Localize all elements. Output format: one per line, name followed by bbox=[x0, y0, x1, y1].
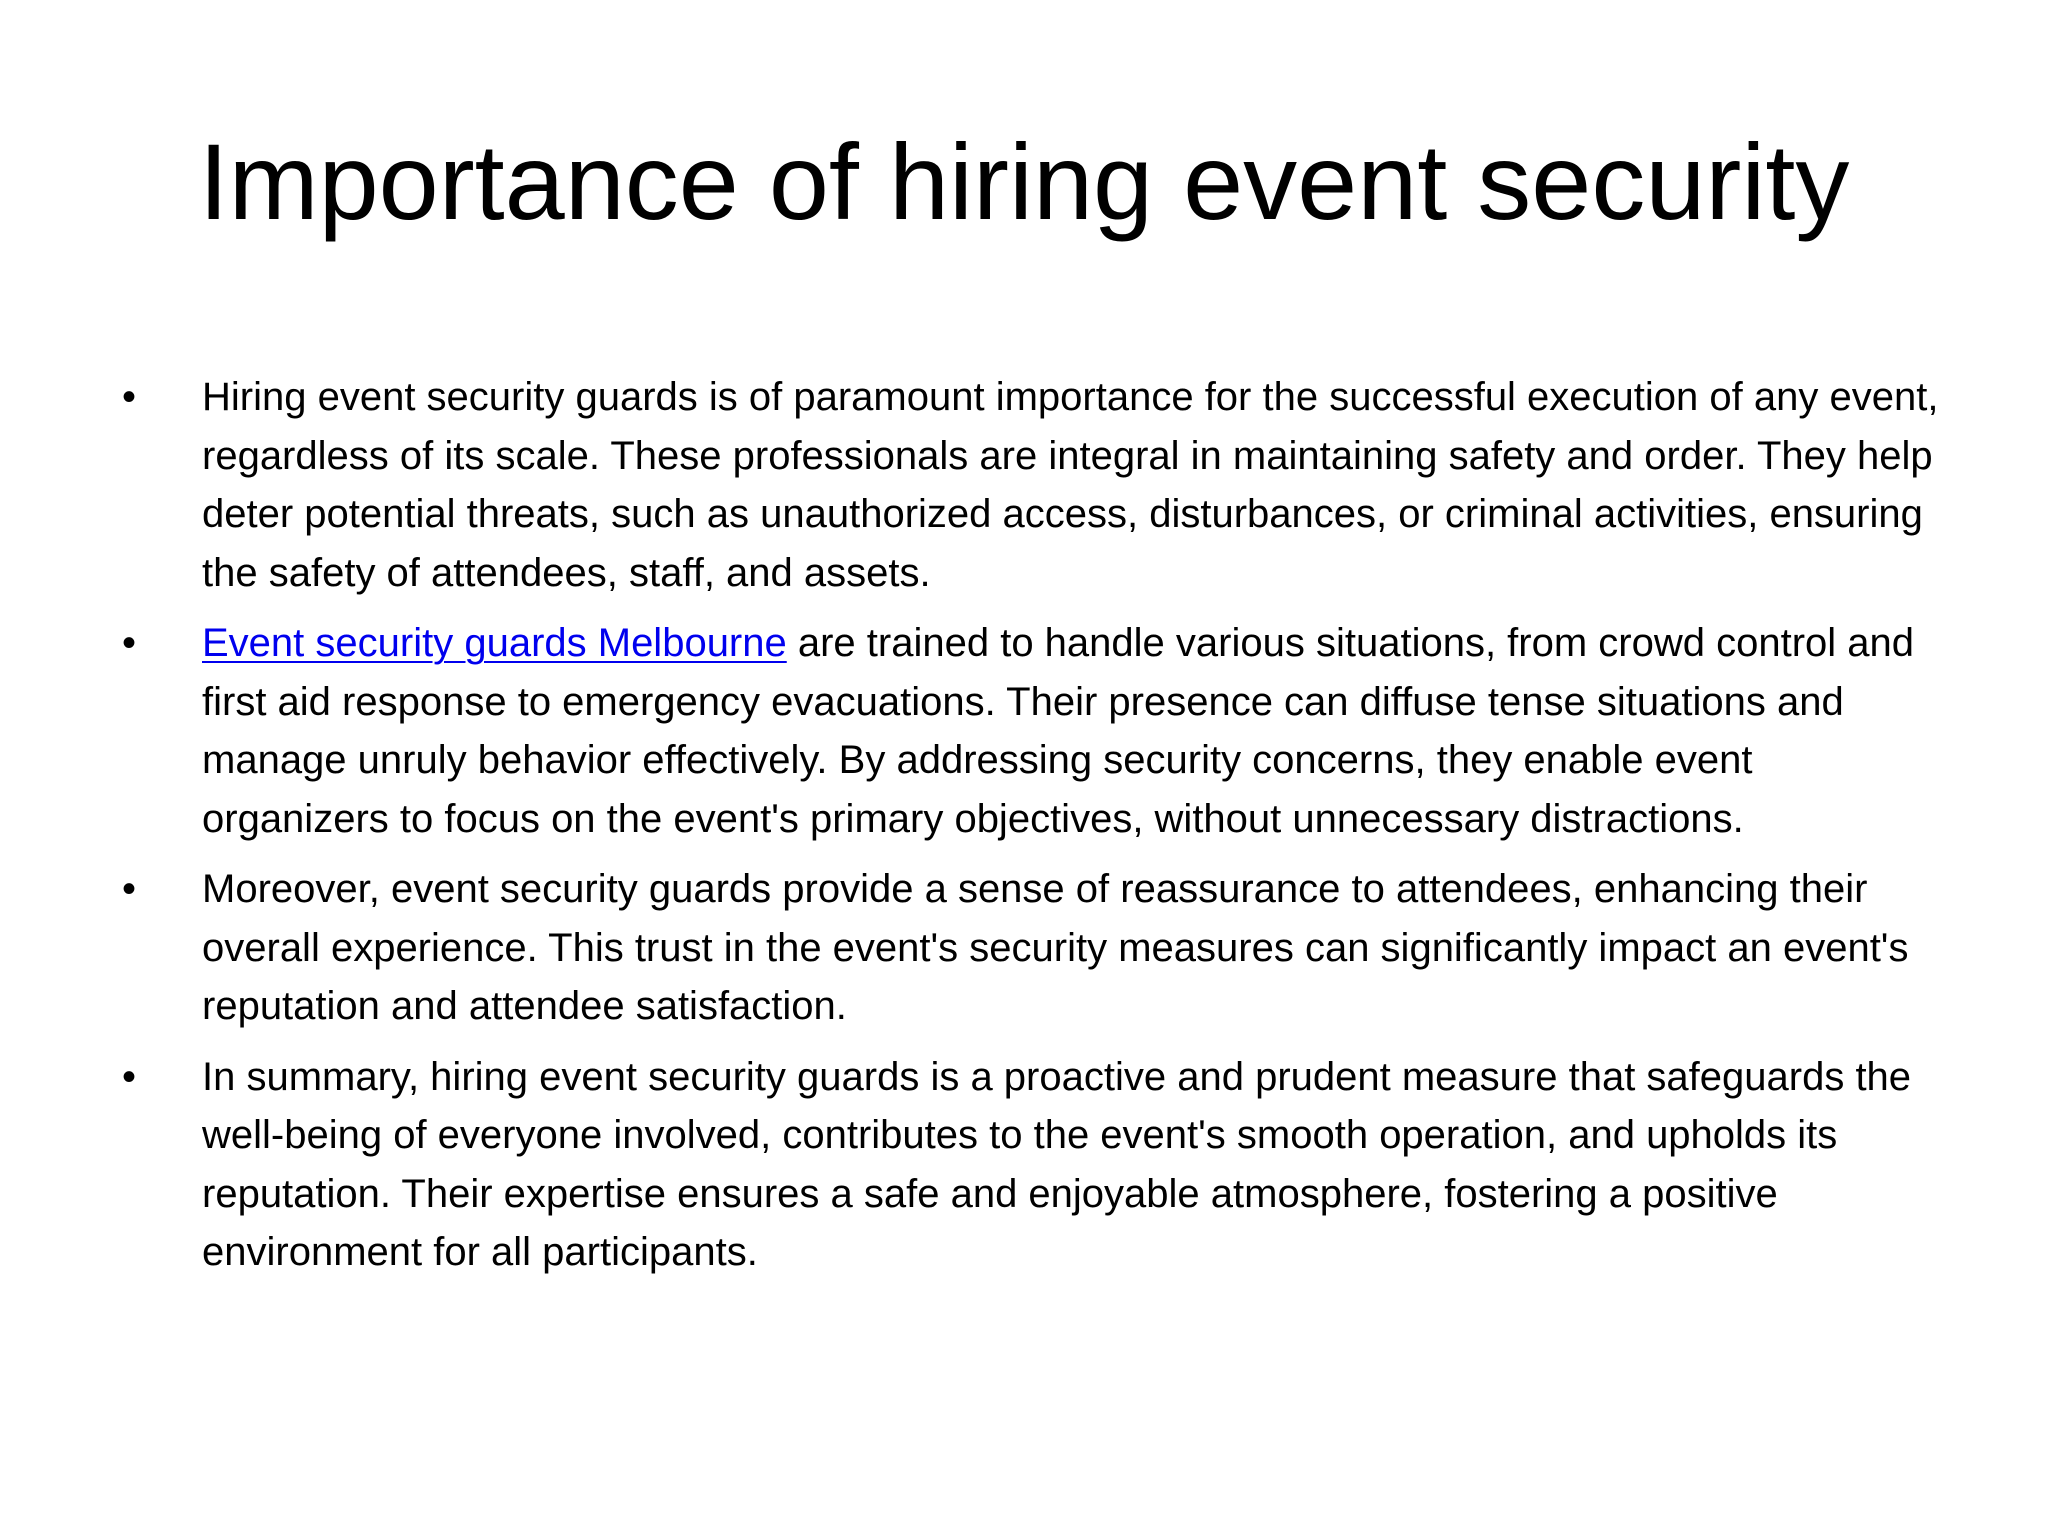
slide-title: Importance of hiring event security bbox=[198, 121, 1850, 242]
bullet-item bbox=[118, 860, 1948, 1036]
event-security-melbourne-link[interactable]: Event security guards Melbourne bbox=[202, 621, 787, 665]
bullet-dot-icon: • bbox=[122, 375, 137, 419]
bullet-text: In summary, hiring event security guards is a proactive and prudent measure that safeguards the well-being of everyone involved, contributes to the event's smooth operation, and upholds its reputation. Their expertise ensures a safe and enjoyable atmosphere, fostering a positive environment for all participants. bbox=[202, 1054, 1912, 1274]
bullet-item bbox=[118, 614, 1948, 848]
bullet-text: are trained to handle various situations, from crowd control and first aid response to emergency evacuations. Their presence can diffuse tense situations and manage unruly behavior effectively. By addressing security concerns, they enable event organizers to focus on the event's primary objectives, without unnecessary distractions. bbox=[202, 621, 1915, 841]
bullet-text: Hiring event security guards is of paramount importance for the successful execution of any event, regardless of its scale. These professionals are integral in maintaining safety and order. They help deter potential threats, such as unauthorized access, disturbances, or criminal activities, ensuring the safety of attendees, staff, and assets. bbox=[202, 375, 1939, 595]
bullet-item bbox=[118, 1048, 1948, 1282]
bullet-dot-icon: • bbox=[122, 621, 137, 665]
bullet-dot-icon: • bbox=[122, 867, 137, 911]
bullet-item bbox=[118, 368, 1948, 602]
bullet-dot-icon: • bbox=[122, 1054, 137, 1099]
bullet-text: Moreover, event security guards provide a sense of reassurance to attendees, enhancing their overall experience. This trust in the event's security measures can significantly impact an event's reputation and attendee satisfaction. bbox=[202, 867, 1909, 1028]
bullet-list bbox=[118, 368, 1948, 1294]
